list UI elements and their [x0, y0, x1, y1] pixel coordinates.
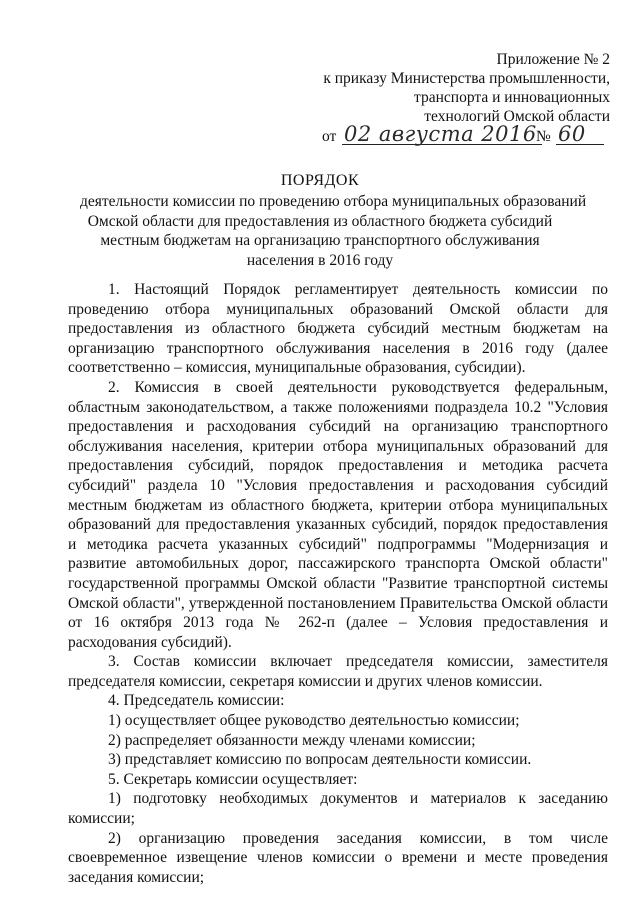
- appendix-ministry-line: транспорта и инновационных: [414, 89, 610, 106]
- paragraph-1: 1. Настоящий Порядок регламентирует деятельность комиссии по проведению отбора муниципальных образований Омской области для предоставления из областного бюджета субсидий местным бюджетам на организацию транспортного обслуживания населения в 2016 году (далее соответственно – комиссия, муниципальные образования, субсидии).: [68, 281, 608, 377]
- list-item: 2) организацию проведения заседания комиссии, в том числе своевременное извещение членов комиссии о времени и месте проведения заседания комиссии;: [68, 829, 608, 886]
- paragraph-4: 4. Председатель комиссии:: [108, 692, 285, 710]
- subtitle-line: деятельности комиссии по проведению отбора муниципальных образований: [80, 193, 587, 210]
- order-number-handwritten: 60: [558, 122, 586, 146]
- document-body: [68, 280, 608, 887]
- appendix-number: Приложение № 2: [496, 51, 610, 68]
- document-title: ПОРЯДОК: [280, 172, 360, 189]
- order-from-label: от: [322, 128, 337, 145]
- subtitle-line: населения в 2016 году: [246, 251, 394, 269]
- list-item: 1) осуществляет общее руководство деятельностью комиссии;: [108, 712, 520, 730]
- paragraph-3: 3. Состав комиссии включает председателя комиссии, заместителя председателя комиссии, секретаря комиссии и других членов комиссии.: [68, 653, 608, 690]
- order-date-number: [322, 124, 612, 150]
- order-date-handwritten: 02 августа 2016: [344, 122, 537, 146]
- paragraph-2: 2. Комиссия в своей деятельности руководствуется федеральным, областным законодательством, а также положениями подраздела 10.2 "Условия предоставления и расходования субсидий на организацию транспортного обслуживания населения, критерии отбора муниципальных образований для предоставления субсидий, порядок предоставления и методика расчета субсидий" раздела 10 "Условия предоставления и расходования субсидий местным бюджетам из областного бюджета, критерии отбора муниципальных образований для предоставления указанных субсидий, порядок предоставления и методика расчета указанных субсидий" подпрограммы "Модернизация и развитие автомобильных дорог, пассажирского транспорта Омской области" государственной программы Омской области "Развитие транспортной системы Омской области", утвержденной постановлением Правительства Омской области от 16 октября 2013 года № 262-п (далее – Условия предоставления и расходования субсидий).: [68, 378, 608, 651]
- list-item: 3) представляет комиссию по вопросам деятельности комиссии.: [108, 751, 532, 769]
- list-item: 2) распределяет обязанности между членами комиссии;: [108, 731, 476, 749]
- document-subtitle: [80, 192, 587, 270]
- appendix-order-ref: к приказу Министерства промышленности,: [323, 70, 610, 87]
- list-item: 1) подготовку необходимых документов и материалов к заседанию комиссии;: [68, 790, 608, 828]
- subtitle-line: местным бюджетам на организацию транспортного обслуживания: [100, 232, 540, 249]
- paragraph-5: 5. Секретарь комиссии осуществляет:: [108, 770, 358, 788]
- appendix-region-line: технологий Омской области: [424, 108, 610, 125]
- appendix-header: [300, 50, 610, 126]
- order-number-label: №: [536, 128, 551, 145]
- subtitle-line: Омской области для предоставления из областного бюджета субсидий: [87, 212, 553, 230]
